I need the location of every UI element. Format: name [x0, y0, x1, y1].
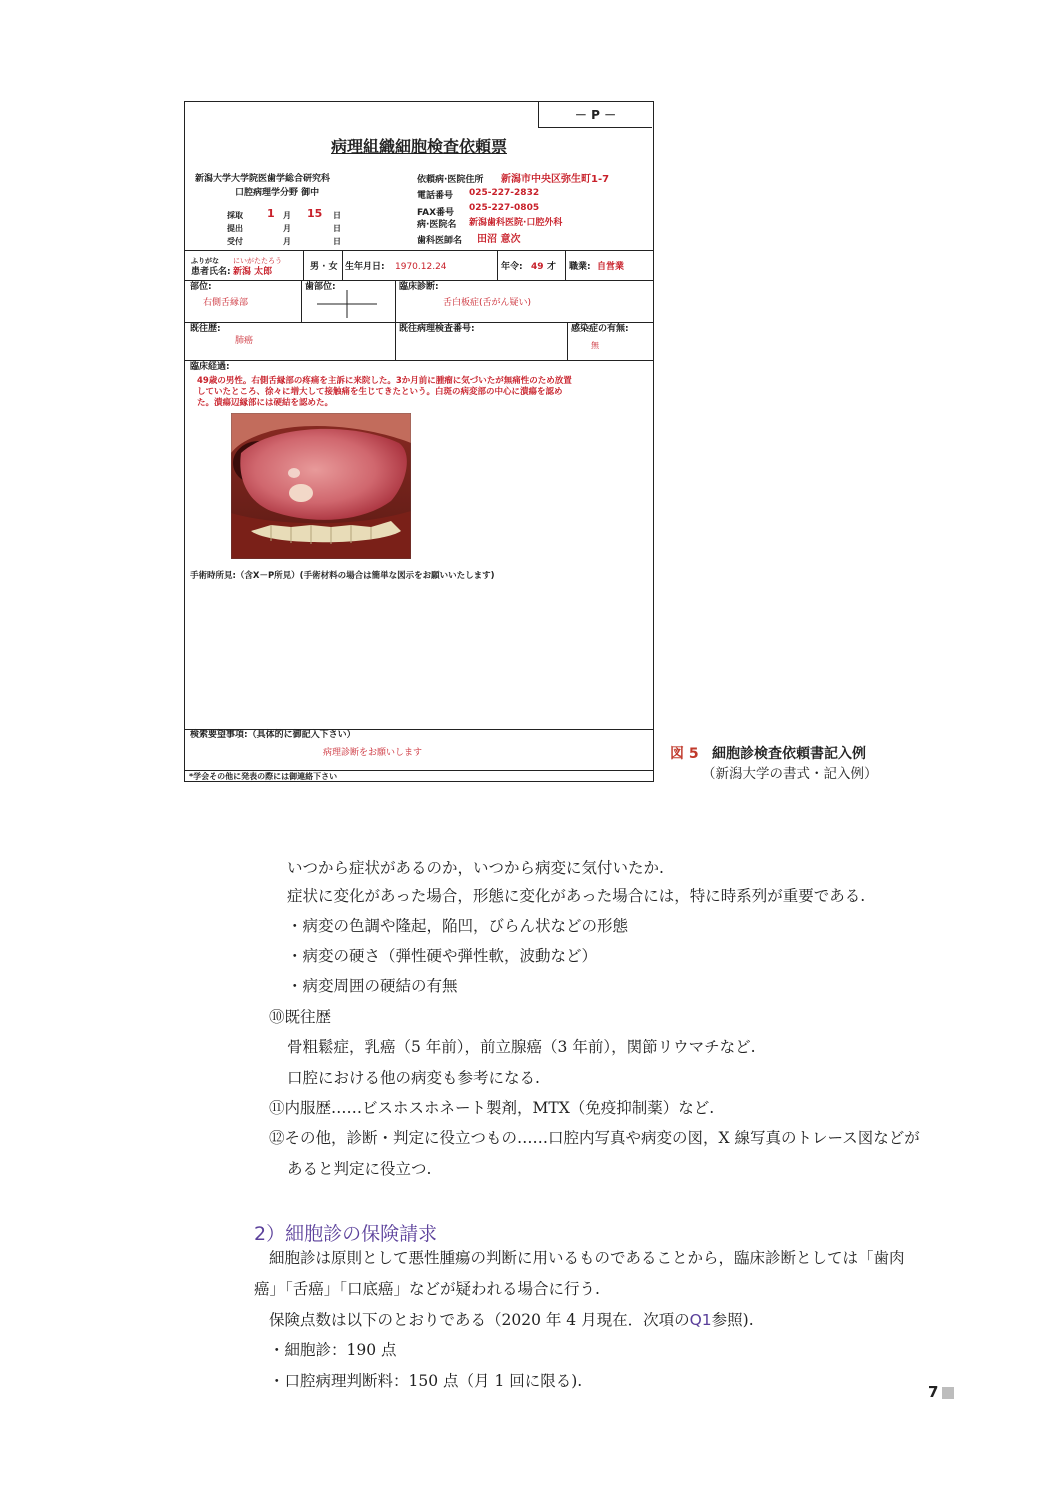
- address-value: 新潟市中央区弥生町1-7: [501, 174, 610, 185]
- receive-month-unit: 月: [283, 237, 291, 246]
- birth-label: 生年月日:: [345, 262, 385, 272]
- request-value: 病理診断をお願いします: [323, 748, 423, 758]
- course-label: 臨床経過:: [190, 362, 230, 372]
- history-label: 既往歴:: [190, 324, 221, 334]
- sex-option: 男 · 女: [310, 262, 338, 272]
- job-value: 自営業: [597, 262, 625, 272]
- course-line-3: た。潰瘍辺縁部には硬結を認めた。: [197, 398, 334, 408]
- dest-line2: 口腔病理学分野 御中: [235, 188, 320, 198]
- collect-day-unit: 日: [333, 211, 341, 220]
- receive-label: 受付: [227, 237, 243, 246]
- collect-month: 1: [267, 207, 275, 220]
- infection-label: 感染症の有無:: [571, 324, 629, 334]
- page-code-box: [538, 102, 652, 128]
- body-line-1: いつから症状があるのか，いつから病変に気付いたか.: [287, 859, 664, 877]
- request-form: [184, 101, 654, 782]
- clinical-dx-value: 舌白板症(舌がん疑い): [443, 298, 532, 308]
- fax-label: FAX番号: [417, 208, 455, 218]
- patient-value: 新潟 太郎: [233, 267, 273, 277]
- oral-photo: [231, 413, 411, 559]
- course-line-1: 49歳の男性。右側舌縁部の疼痛を主訴に来院した。3か月前に腫瘤に気づいたが無痛性のため放置: [197, 376, 572, 386]
- age-unit: 才: [547, 262, 557, 272]
- tooth-chart-cross: [317, 288, 377, 320]
- surgery-label: 手術時所見:（含X－P所見）(手術材料の場合は簡単な図示をお願いいたします): [190, 571, 495, 581]
- body-line-4: ・病変の硬さ（弾性硬や弾性軟，波動など）: [287, 947, 598, 965]
- para-line-2: 癌」「舌癌」「口底癌」などが疑われる場合に行う.: [254, 1280, 600, 1298]
- prev-path-label: 既往病理検査番号:: [399, 324, 475, 334]
- doctor-label: 歯科医師名: [417, 236, 463, 246]
- page-number: 7: [928, 1383, 939, 1401]
- birth-value: 1970.12.24: [395, 262, 447, 272]
- submit-label: 提出: [227, 224, 243, 233]
- phone-label: 電話番号: [417, 191, 454, 201]
- body-line-5: ・病変周囲の硬結の有無: [287, 977, 458, 995]
- furigana-value: にいがたたろう: [233, 257, 282, 265]
- submit-month-unit: 月: [283, 224, 291, 233]
- tooth-label: 歯部位:: [305, 282, 336, 292]
- job-label: 職業:: [569, 262, 591, 272]
- body-line-6: ⑩既往歴: [269, 1008, 332, 1026]
- hospital-value: 新潟歯科医院·口腔外科: [469, 218, 563, 228]
- collect-label: 採取: [227, 211, 243, 220]
- body-line-2: 症状に変化があった場合，形態に変化があった場合には，特に時系列が重要である.: [287, 887, 866, 905]
- collect-day: 15: [307, 207, 323, 220]
- history-value: 肺癌: [235, 336, 254, 346]
- fee-intro-post: 参照).: [711, 1311, 754, 1329]
- body-line-7: 骨粗鬆症，乳癌（5 年前），前立腺癌（3 年前），関節リウマチなど.: [287, 1038, 756, 1056]
- request-label: 検索要望事項:（具体的に御記入下さい）: [190, 730, 356, 740]
- course-line-2: していたところ、徐々に増大して接触痛を生じてきたという。白斑の病変部の中心に潰瘍を認め: [197, 387, 563, 397]
- age-label: 年令:: [501, 262, 523, 272]
- furigana-label: ふりがな: [191, 257, 219, 265]
- site-label: 部位:: [190, 282, 212, 292]
- body-line-3: ・病変の色調や隆起，陥凹，びらん状などの形態: [287, 917, 629, 935]
- body-line-9: ⑪内服歴……ビスホスホネート製剤，MTX（免疫抑制薬）など.: [269, 1099, 715, 1117]
- form-title: 病理組織細胞検査依頼票: [330, 137, 507, 156]
- figure-title: 細胞診検査依頼書記入例: [712, 746, 866, 762]
- age-value: 49: [531, 262, 544, 272]
- body-line-10: ⑫その他，診断・判定に役立つもの……口腔内写真や病変の図，X 線写真のトレース図などが: [269, 1129, 920, 1147]
- doctor-value: 田沼 意次: [477, 234, 521, 245]
- page-code: － P －: [574, 108, 617, 122]
- q1-link[interactable]: Q1: [689, 1311, 712, 1329]
- patient-label: 患者氏名:: [191, 267, 231, 277]
- address-label: 依頼病·医院住所: [417, 175, 484, 185]
- fee-intro: [269, 1310, 754, 1330]
- fee-intro-pre: 保険点数は以下のとおりである（2020 年 4 月現在．次項の: [269, 1311, 690, 1329]
- fee-item-2: ・口腔病理判断料：150 点（月 1 回に限る).: [269, 1372, 583, 1390]
- figure-subtitle: （新潟大学の書式・記入例）: [702, 766, 878, 782]
- site-value: 右側舌縁部: [203, 298, 249, 308]
- hospital-label: 病·医院名: [417, 220, 457, 230]
- phone-value: 025-227-2832: [469, 188, 540, 198]
- body-line-11: あると判定に役立つ.: [287, 1160, 432, 1178]
- collect-month-unit: 月: [283, 211, 291, 220]
- submit-day-unit: 日: [333, 224, 341, 233]
- dest-line1: 新潟大学大学院医歯学総合研究科: [195, 174, 331, 184]
- fee-item-1: ・細胞診：190 点: [269, 1341, 397, 1359]
- fax-value: 025-227-0805: [469, 203, 540, 213]
- section-heading: 2）細胞診の保険請求: [254, 1223, 438, 1245]
- para-line-1: 細胞診は原則として悪性腫瘍の判断に用いるものであることから，臨床診断としては「歯肉: [269, 1249, 905, 1267]
- body-line-8: 口腔における他の病変も参考になる.: [287, 1069, 540, 1087]
- infection-value: 無: [591, 341, 599, 350]
- figure-number: 図 5: [670, 746, 699, 762]
- receive-day-unit: 日: [333, 237, 341, 246]
- clinical-dx-label: 臨床診断:: [399, 282, 439, 292]
- footnote: *学会その他に発表の際には御連絡下さい: [189, 772, 338, 781]
- page-number-square: [942, 1387, 954, 1399]
